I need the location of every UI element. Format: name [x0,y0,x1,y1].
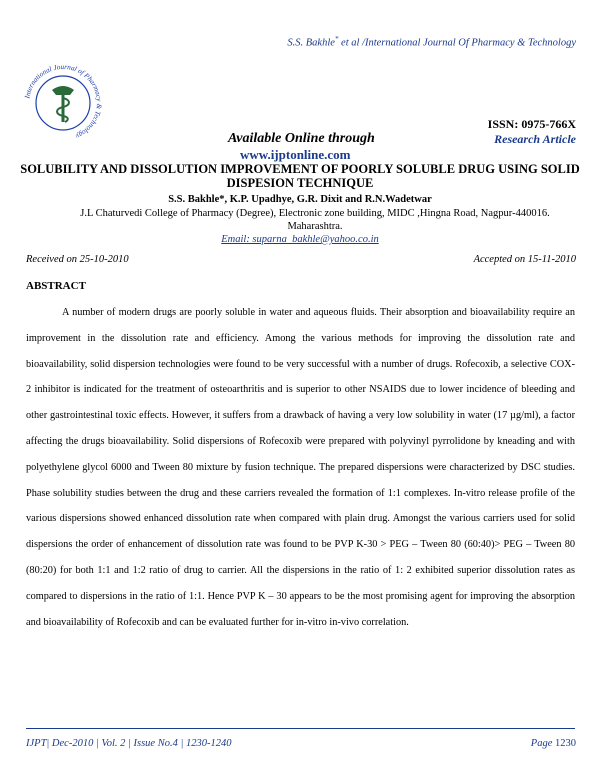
header-star: * [334,35,339,43]
page-number: 1230 [555,738,576,749]
footer-divider [26,728,575,729]
abstract-paragraph: A number of modern drugs are poorly soluble in water and aqueous fluids. Their absorption and bioavailability require an improvement in the dissolution rate and efficiency. Among the various methods for improving the dissolution rate and bioavailability, solid dispersion technologies were found to be very successful with a number of drugs. Rofecoxib, a selective COX-2 inhibitor is indicated for the treatment of osteoarthritis and is superior to other NSAIDS due to lower incidence of bleeding and other gastrointestinal toxic effects. However, it suffers from a drawback of having a very low solubility in water (17 µg/ml), a factor affecting the drugs bioavailability. Solid dispersions of Rofecoxib were prepared with polyvinyl pyrrolidone by kneading and with polyethylene glycol 6000 and Tween 80 mixture by fusion technique. The prepared dispersions were characterized by DSC studies. Phase solubility studies between the drug and these carriers revealed the formation of 1:1 complexes. In-vitro release profile of the various dispersions showed enhanced dissolution rate when compared with plain drug. Amongst the various carriers used for solid dispersions the order of enhancement of dissolution rate was found to be PVP K-30 > PEG – Tween 80 (60:40)> PEG – Tween 80 (80:20) for both 1:1 and 1:2 ratio of drug to carrier. All the dispersions in the ratio of 1: 2 exhibited superior dissolution rates as compared to dispersions in the ratio of 1:1. Hence PVP K – 30 appears to be the most promising agent for improving the absorption and bioavailability of Rofecoxib and can be evaluated further for in-vitro in-vivo correlation. [26,307,575,628]
received-date: Received on 25-10-2010 [26,254,129,265]
issn: ISSN: 0975-766X [487,117,576,131]
logo-ring-text: International Journal of Pharmacy & Technology [23,62,104,141]
accepted-date: Accepted on 15-11-2010 [473,254,576,265]
abstract-heading: ABSTRACT [26,280,86,292]
article-type: Research Article [494,132,576,146]
footer-page [531,738,576,749]
journal-logo [22,62,104,144]
journal-website-link[interactable]: www.ijptonline.com [240,147,351,162]
email-link[interactable]: Email: suparna_bakhle@yahoo.co.in [221,234,379,245]
affiliation: J.L Chaturvedi College of Pharmacy (Degree), Electronic zone building, MIDC ,Hingna Road, Nagpur-440016. Maharashtra. [80,208,550,232]
footer-citation: IJPT| Dec-2010 | Vol. 2 | Issue No.4 | 1230-1240 [26,738,232,749]
running-header [287,35,576,49]
page-label: Page [530,738,555,749]
header-journal-name: et al /International Journal Of Pharmacy & Technology [338,37,576,49]
availability-note: Available Online through [228,131,375,146]
header-authors: S.S. Bakhle [287,37,335,49]
author-list: S.S. Bakhle*, K.P. Upadhye, G.R. Dixit and R.N.Wadetwar [168,194,432,205]
paper-title: SOLUBILITY AND DISSOLUTION IMPROVEMENT OF POORLY SOLUBLE DRUG USING SOLID DISPESION TECHNIQUE [20,162,580,190]
